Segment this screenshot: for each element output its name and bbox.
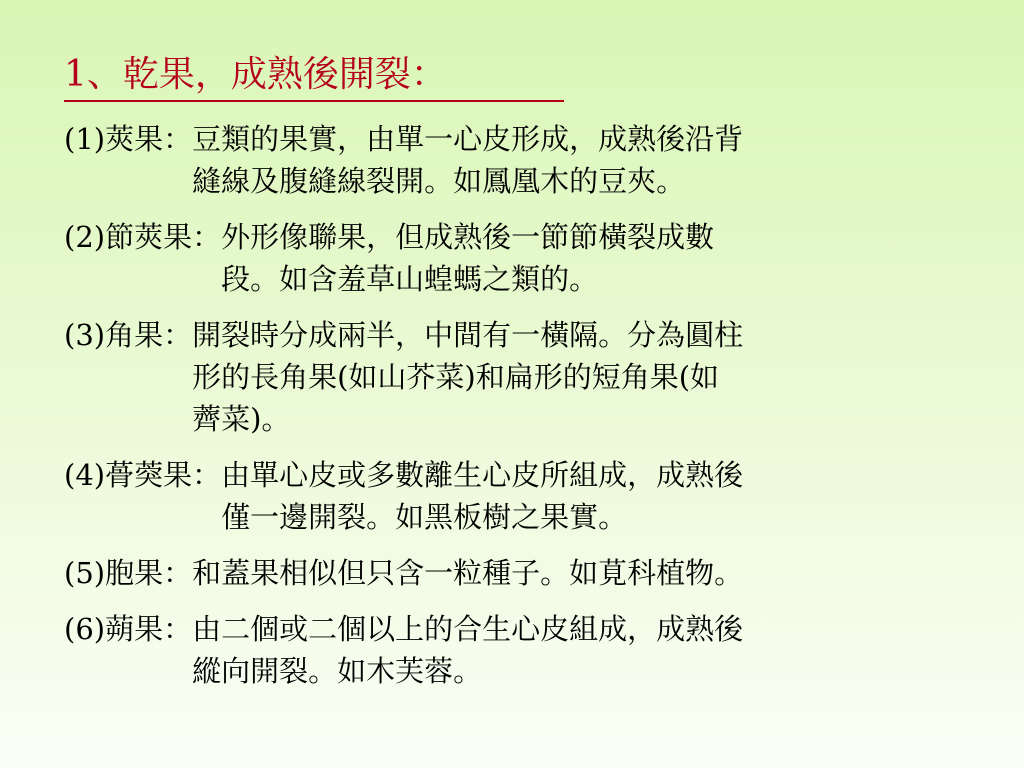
description-line: 縱向開裂。如木芙蓉。 (192, 654, 483, 688)
description-line: 由單心皮或多數離生心皮所組成，成熟後 (221, 458, 744, 492)
description-line: 段。如含羞草山蝗螞之類的。 (221, 262, 599, 296)
description-line: 形的長角果(如山芥菜)和扁形的短角果(如 (192, 360, 720, 394)
list-item-loment (64, 216, 1004, 300)
item-label: (2)節莢果： (64, 220, 222, 254)
list-item-legume (64, 118, 1004, 202)
list-item-capsule (64, 608, 1004, 692)
description-line: 由二個或二個以上的合生心皮組成，成熟後 (192, 612, 744, 646)
description-line: 縫線及腹縫線裂開。如鳳凰木的豆夾。 (192, 164, 686, 198)
description-line: 開裂時分成兩半，中間有一橫隔。分為圓柱 (192, 318, 744, 352)
item-description (192, 552, 743, 594)
item-label: (4)蓇葖果： (64, 458, 222, 492)
list-item-utricle (64, 552, 1004, 594)
slide-title: 1、乾果，成熟後開裂： (64, 54, 447, 95)
description-line: 薺菜)。 (192, 402, 291, 436)
item-label: (6)蒴果： (64, 612, 193, 646)
item-description (192, 118, 743, 202)
item-description (221, 454, 743, 538)
description-line: 外形像聯果，但成熟後一節節橫裂成數 (221, 220, 715, 254)
list-item-silique (64, 314, 1004, 440)
item-description (192, 608, 743, 692)
item-label: (3)角果： (64, 318, 193, 352)
description-line: 豆類的果實，由單一心皮形成，成熟後沿背 (192, 122, 744, 156)
list-item-follicle (64, 454, 1004, 538)
item-description (192, 314, 743, 440)
title-underline (64, 100, 564, 102)
description-line: 和蓋果相似但只含一粒種子。如莧科植物。 (192, 556, 744, 590)
fruit-type-list (64, 118, 1004, 706)
item-label: (1)莢果： (64, 122, 193, 156)
item-label: (5)胞果： (64, 556, 193, 590)
item-description (221, 216, 714, 300)
description-line: 僅一邊開裂。如黑板樹之果實。 (221, 500, 628, 534)
